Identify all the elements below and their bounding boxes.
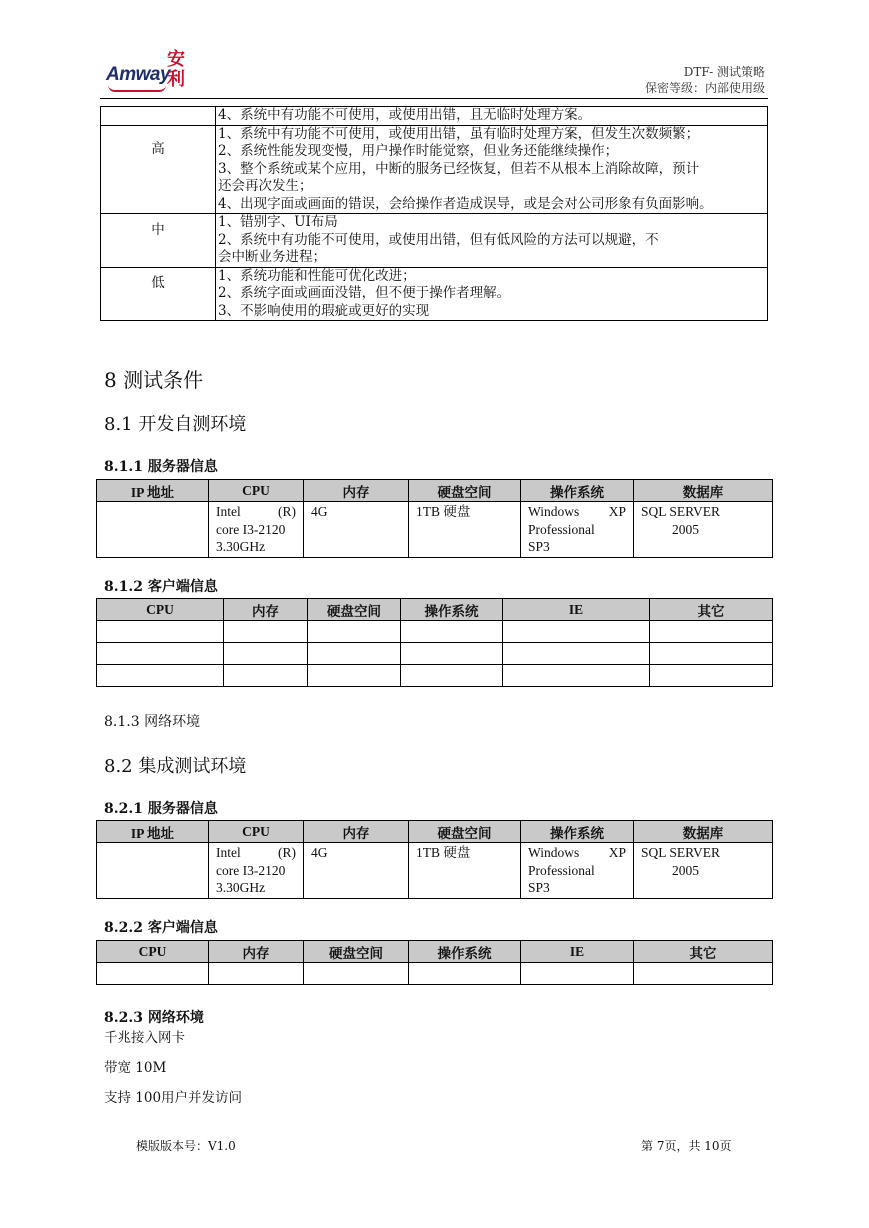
table-header-row <box>97 821 773 843</box>
col-header: 数据库 <box>634 821 773 843</box>
desc-cell: 1、系统中有功能不可使用，或使用出错，虽有临时处理方案，但发生次数频繁； 2、系统性能发现变慢，用户操作时能觉察，但业务还能继续操作； 3、整个系统或某个应用，中断的服务已经恢复，但若不从根本上消除故障，预计 还会再次发生； 4、出现字面或画面的错误，会给操作者造成误导，或是会对公司形象有负面影响。 <box>216 125 768 214</box>
section-8-1-2-title: 8.1.2 客户端信息 <box>104 579 218 595</box>
col-header: 内存 <box>209 941 304 963</box>
db-cell: SQL SERVER 2005 <box>634 502 773 558</box>
header-divider <box>100 98 768 99</box>
cpu-cell: Intel (R) core I3-2120 3.30GHz <box>209 502 304 558</box>
table-row <box>101 107 768 126</box>
section-8-2-1-title: 8.2.1 服务器信息 <box>104 801 218 817</box>
col-header: 数据库 <box>634 480 773 502</box>
ip-cell <box>97 843 209 899</box>
col-header: IP 地址 <box>97 480 209 502</box>
template-version: 模版版本号：V1.0 <box>136 1139 236 1153</box>
disk-cell: 1TB 硬盘 <box>409 502 521 558</box>
col-header: 操作系统 <box>521 821 634 843</box>
header-info <box>645 64 765 96</box>
col-header: 操作系统 <box>401 599 503 621</box>
section-8-1-title: 8.1 开发自测环境 <box>104 414 247 435</box>
mem-cell: 4G <box>304 502 409 558</box>
col-header: 其它 <box>650 599 773 621</box>
mem-cell: 4G <box>304 843 409 899</box>
network-line: 带宽 10M <box>104 1060 167 1076</box>
section-8-1-3-title: 8.1.3 网络环境 <box>104 714 201 730</box>
level-cell <box>101 107 216 126</box>
table-row <box>97 502 773 558</box>
col-header: 内存 <box>304 821 409 843</box>
table-row <box>97 643 773 665</box>
amway-logo <box>106 50 192 96</box>
severity-table <box>100 106 768 321</box>
table-row <box>97 963 773 985</box>
col-header: 硬盘空间 <box>409 821 521 843</box>
col-header: 硬盘空间 <box>304 941 409 963</box>
os-cell: Windows XP Professional SP3 <box>521 502 634 558</box>
col-header: 硬盘空间 <box>308 599 401 621</box>
logo-text: Amway <box>106 64 171 85</box>
col-header: 操作系统 <box>521 480 634 502</box>
cpu-cell: Intel (R) core I3-2120 3.30GHz <box>209 843 304 899</box>
col-header: 内存 <box>224 599 308 621</box>
security-level: 保密等级：内部使用级 <box>644 81 765 95</box>
table-row <box>101 125 768 214</box>
section-8-2-title: 8.2 集成测试环境 <box>104 756 247 777</box>
section-8-2-2-title: 8.2.2 客户端信息 <box>104 920 218 936</box>
doc-title: DTF- 测试策略 <box>683 65 765 79</box>
col-header: IE <box>521 941 634 963</box>
desc-cell: 1、系统功能和性能可优化改进； 2、系统字面或画面没错，但不便于操作者理解。 3、不影响使用的瑕疵或更好的实现 <box>216 267 768 321</box>
desc-cell: 1、错别字、UI布局 2、系统中有功能不可使用，或使用出错，但有低风险的方法可以规避，不 会中断业务进程； <box>216 214 768 268</box>
level-cell: 高 <box>101 125 216 214</box>
logo-swoosh <box>108 85 166 92</box>
server-table-integration <box>96 820 773 899</box>
table-header-row <box>97 599 773 621</box>
section-8-title: 8 测试条件 <box>104 368 204 392</box>
ip-cell <box>97 502 209 558</box>
table-row <box>101 267 768 321</box>
level-cell: 低 <box>101 267 216 321</box>
section-8-1-1-title: 8.1.1 服务器信息 <box>104 459 218 475</box>
section-8-2-3-title: 8.2.3 网络环境 <box>104 1010 204 1026</box>
col-header: CPU <box>209 821 304 843</box>
col-header: 其它 <box>634 941 773 963</box>
level-cell: 中 <box>101 214 216 268</box>
desc-cell: 4、系统中有功能不可使用，或使用出错，且无临时处理方案。 <box>216 107 768 126</box>
col-header: IE <box>503 599 650 621</box>
col-header: CPU <box>97 599 224 621</box>
col-header: 内存 <box>304 480 409 502</box>
col-header: CPU <box>97 941 209 963</box>
server-table-dev <box>96 479 773 558</box>
table-row <box>97 621 773 643</box>
table-row <box>101 214 768 268</box>
table-header-row <box>97 941 773 963</box>
os-cell: Windows XP Professional SP3 <box>521 843 634 899</box>
col-header: 操作系统 <box>409 941 521 963</box>
table-row <box>97 843 773 899</box>
network-line: 千兆接入网卡 <box>104 1030 185 1046</box>
col-header: CPU <box>209 480 304 502</box>
network-line: 支持 100用户并发访问 <box>104 1090 243 1106</box>
client-table-integration <box>96 940 773 985</box>
db-cell: SQL SERVER 2005 <box>634 843 773 899</box>
page-number: 第 7页，共 10页 <box>641 1139 732 1153</box>
col-header: IP 地址 <box>97 821 209 843</box>
col-header: 硬盘空间 <box>409 480 521 502</box>
client-table-dev <box>96 598 773 687</box>
table-row <box>97 665 773 687</box>
disk-cell: 1TB 硬盘 <box>409 843 521 899</box>
table-header-row <box>97 480 773 502</box>
logo-cn: 安利 <box>167 49 185 90</box>
